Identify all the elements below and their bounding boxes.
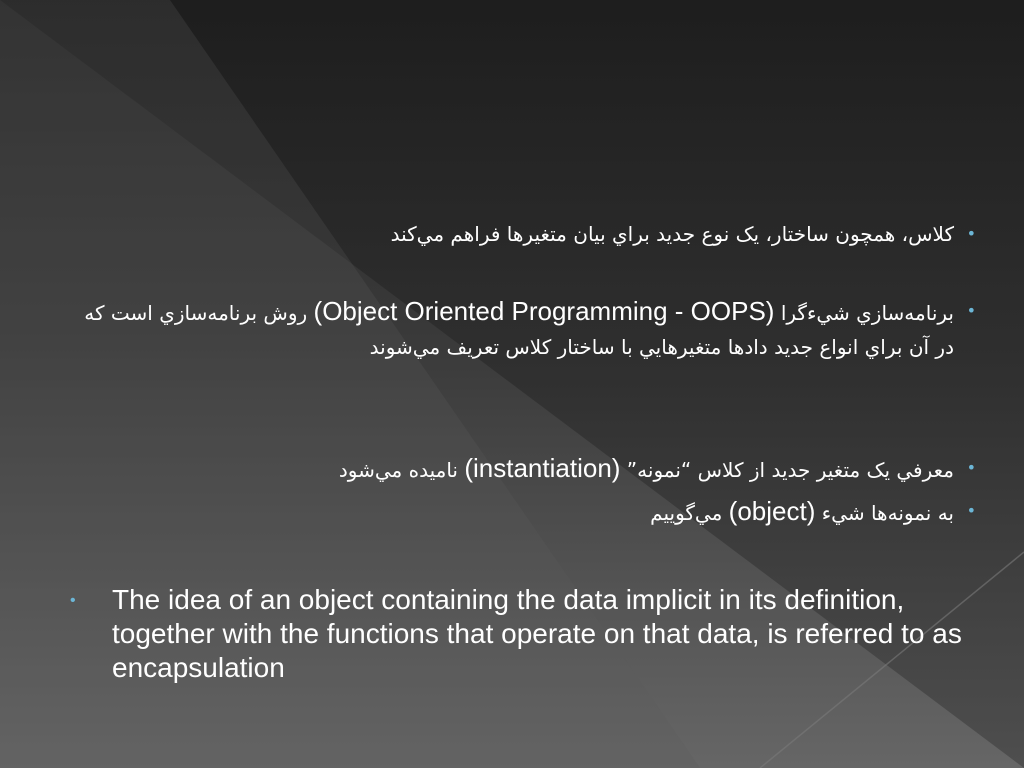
bullet-text-oop-en: (Object Oriented Programming - OOPS) [313, 296, 775, 326]
bullet-text-encapsulation: The idea of an object containing the data implicit in its definition, together with the functions that operate on that data, is referred to as encapsulation [112, 584, 962, 683]
bullet-marker: • [966, 224, 976, 243]
bullet-instantiation [338, 451, 976, 487]
bullet-oop-definition [74, 294, 976, 364]
bullet-marker: • [966, 301, 976, 320]
bullet-object [650, 494, 976, 530]
bullet-marker: • [70, 592, 76, 609]
bullet-text-obj-a: به نمونه‌ها شيء [815, 501, 954, 525]
bullet-text-oop-desc: روش برنامه‌سازي است که در آن براي انواع جديد دادها متغيرهايي با ساختار کلاس تعريف مي‌شوند [84, 301, 954, 359]
bullet-marker: • [966, 458, 976, 477]
bullet-marker: • [966, 501, 976, 520]
bullet-class-struct [390, 217, 976, 251]
bullet-encapsulation [70, 583, 970, 685]
bullet-text-inst-b: ناميده مي‌شود [338, 458, 465, 482]
bullet-text-inst-en: (instantiation) [464, 453, 621, 483]
bullet-text-obj-b: مي‌گوييم [650, 501, 729, 525]
bullet-text-oop: برنامه‌سازي شيءگرا [780, 301, 954, 325]
bullet-text: کلاس، همچون ساختار، يک نوع جديد براي بيان متغيرها فراهم مي‌کند [390, 222, 954, 246]
bullet-text-obj-en: (object) [728, 496, 816, 526]
bullet-text-inst-a: معرفي يک متغير جديد از کلاس “نمونه” [620, 458, 954, 482]
